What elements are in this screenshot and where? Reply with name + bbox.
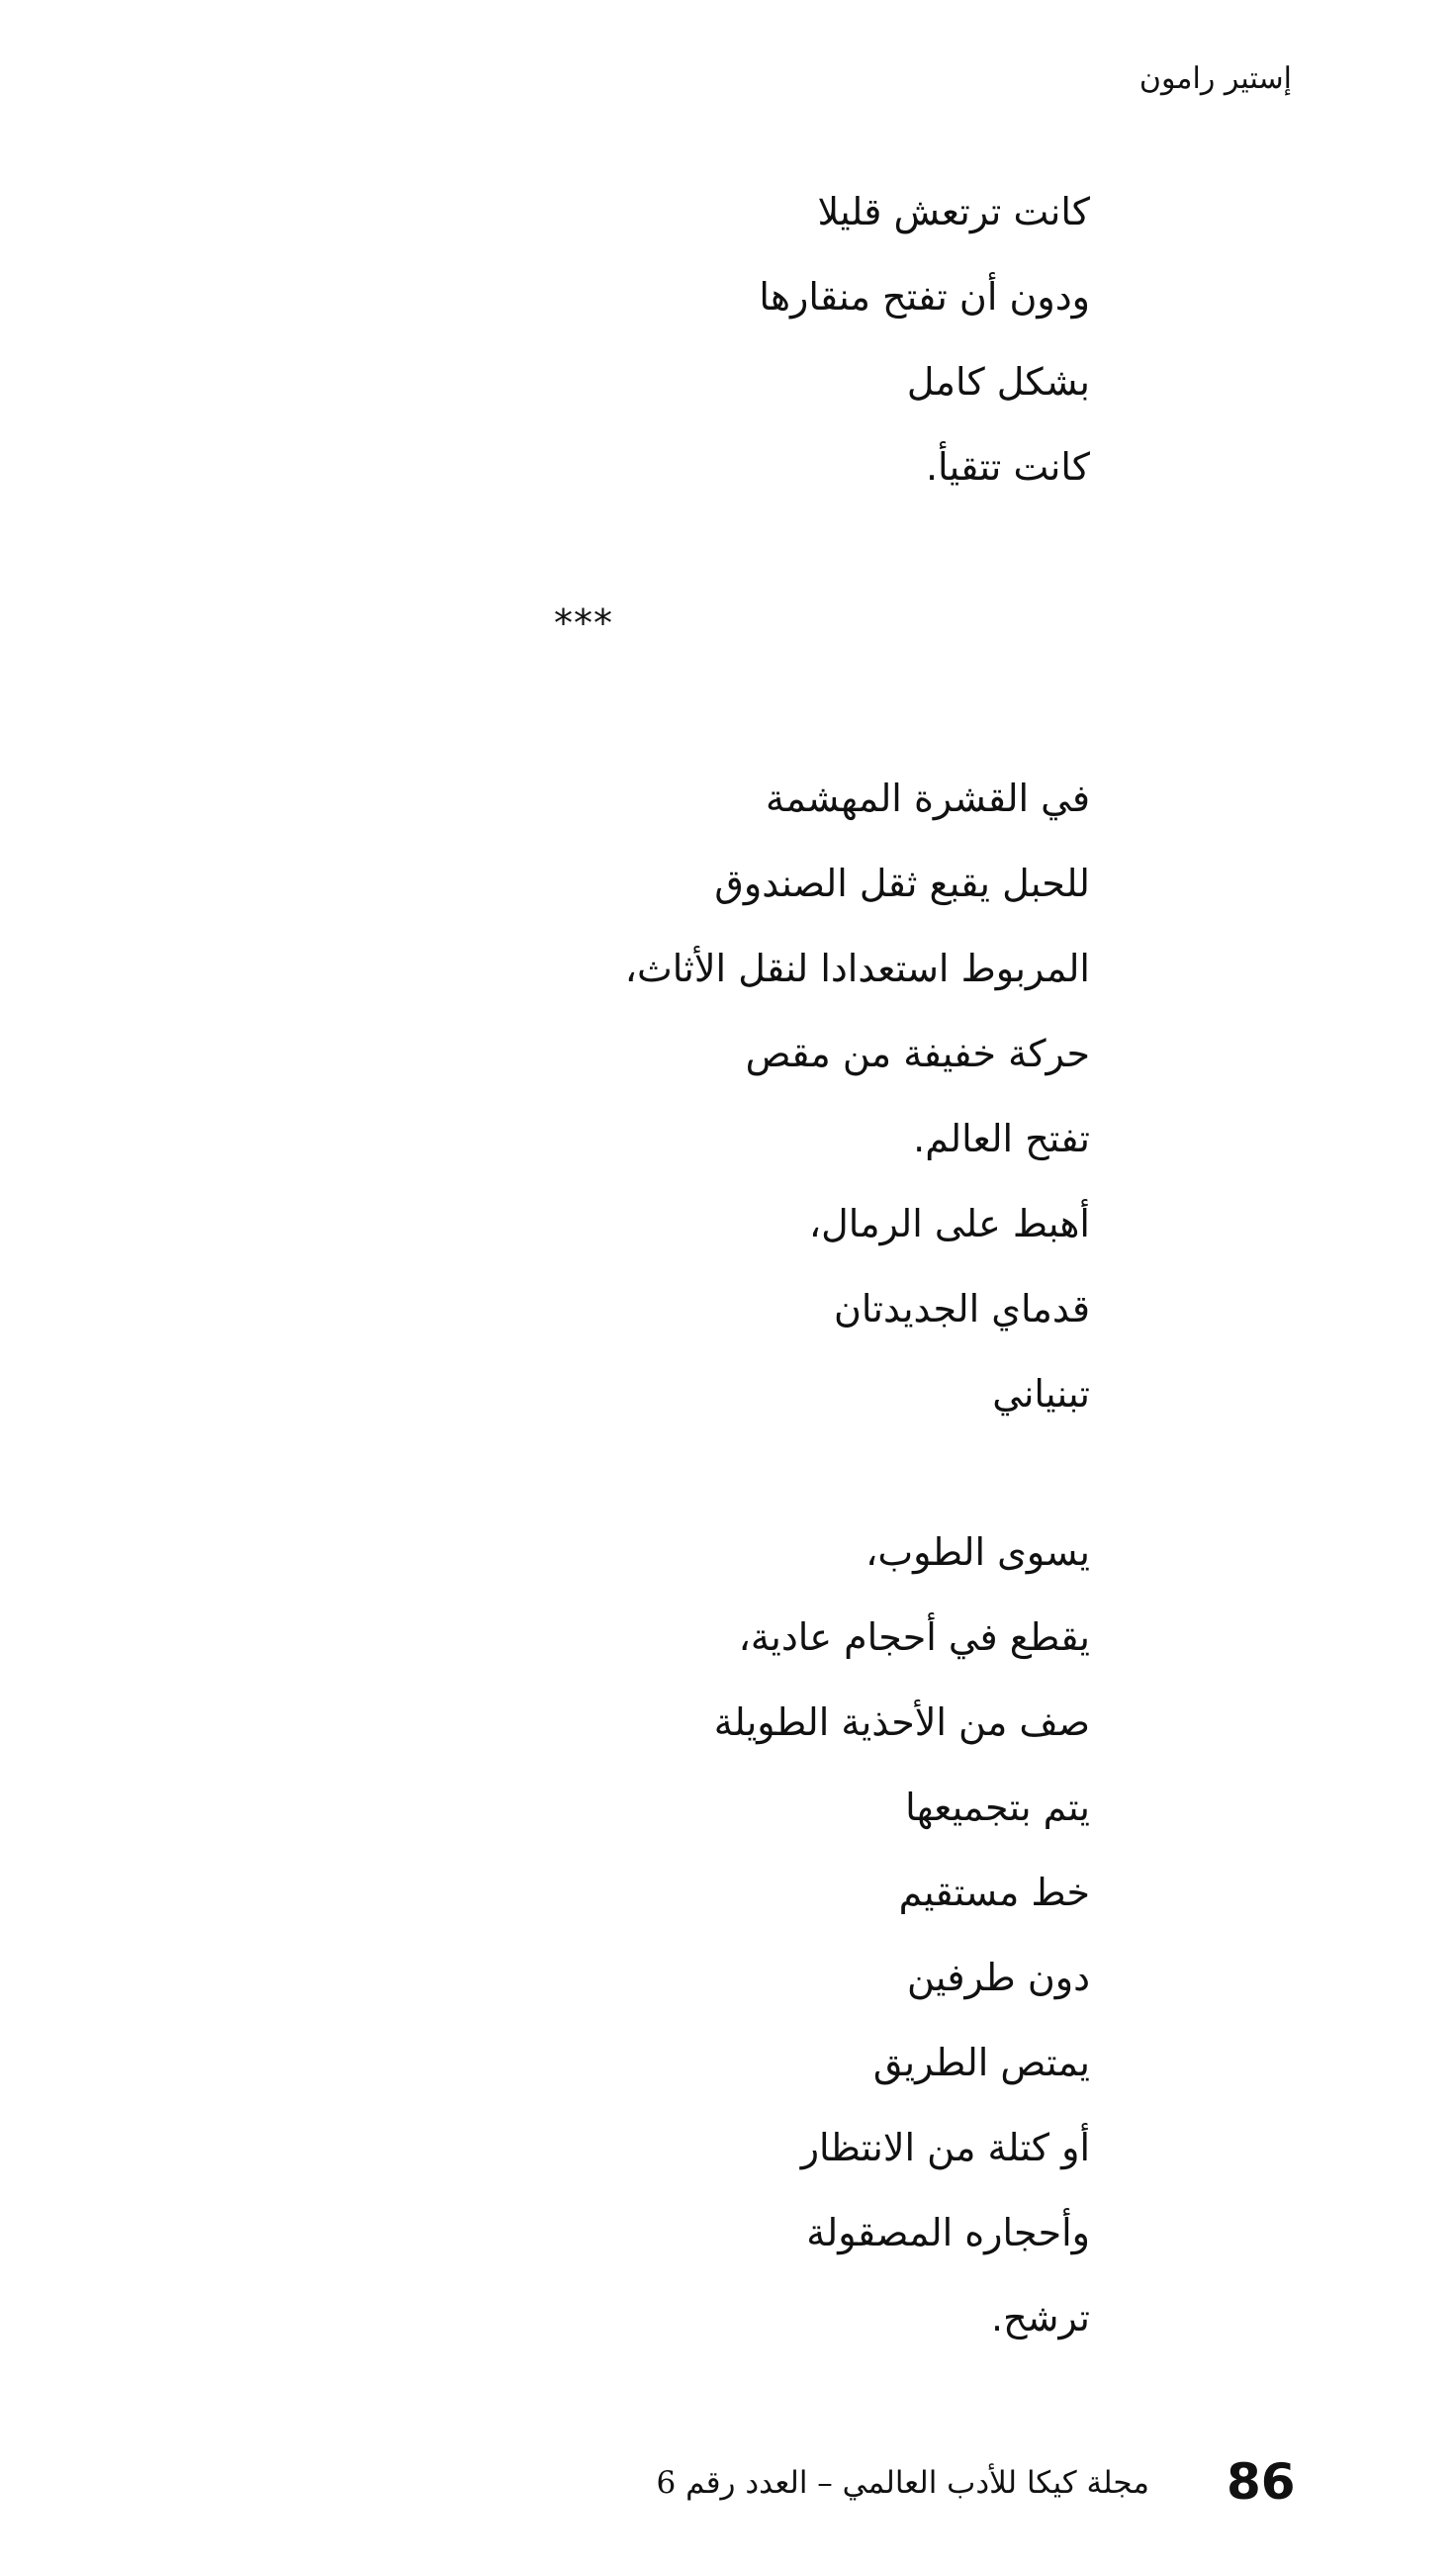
poem-line: صف من الأحذية الطويلة [713,1700,1090,1744]
poem-stanza-3 [378,1510,1090,2360]
poem-line: يسوى الطوب، [865,1530,1090,1574]
poem-line: ترشح. [991,2296,1090,2339]
poem-line: للحبل يقبع ثقل الصندوق [714,862,1090,905]
poem-line: أو كتلة من الانتظار [800,2126,1090,2169]
poem-line: وأحجاره المصقولة [806,2211,1090,2254]
poem-line: خط مستقيم [898,1871,1090,1914]
poem-line: دون طرفين [906,1956,1090,1999]
poem-line: كانت تتقيأ. [925,445,1090,489]
poem-line: أهبط على الرمال، [808,1202,1090,1245]
poem-line: بشكل كامل [906,360,1090,404]
page-footer [0,2453,1456,2522]
poem-line: تفتح العالم. [913,1117,1090,1160]
poem-line: يتم بتجميعها [905,1786,1090,1829]
poem-line: ودون أن تفتح منقارها [759,275,1090,319]
page-number: 86 [1227,2453,1296,2511]
poem-stanza-2 [378,756,1090,1436]
poem-line: قدماي الجديدتان [833,1287,1090,1330]
poem-line: كانت ترتعش قليلا [817,190,1090,233]
running-head-author: إستير رامون [1138,61,1292,96]
poem-line: حركة خفيفة من مقص [745,1032,1090,1075]
poem-stanza-1 [378,169,1090,509]
journal-title: مجلة كيكا للأدب العالمي – العدد رقم 6 [656,2465,1149,2501]
poem-line: يمتص الطريق [872,2041,1090,2084]
poem-line: المربوط استعدادا لنقل الأثاث، [624,947,1090,990]
poem-line: يقطع في أحجام عادية، [738,1615,1090,1659]
section-separator: *** [554,601,613,645]
poem-line: تبنياني [992,1372,1090,1416]
poem-line: في القشرة المهشمة [766,777,1090,820]
